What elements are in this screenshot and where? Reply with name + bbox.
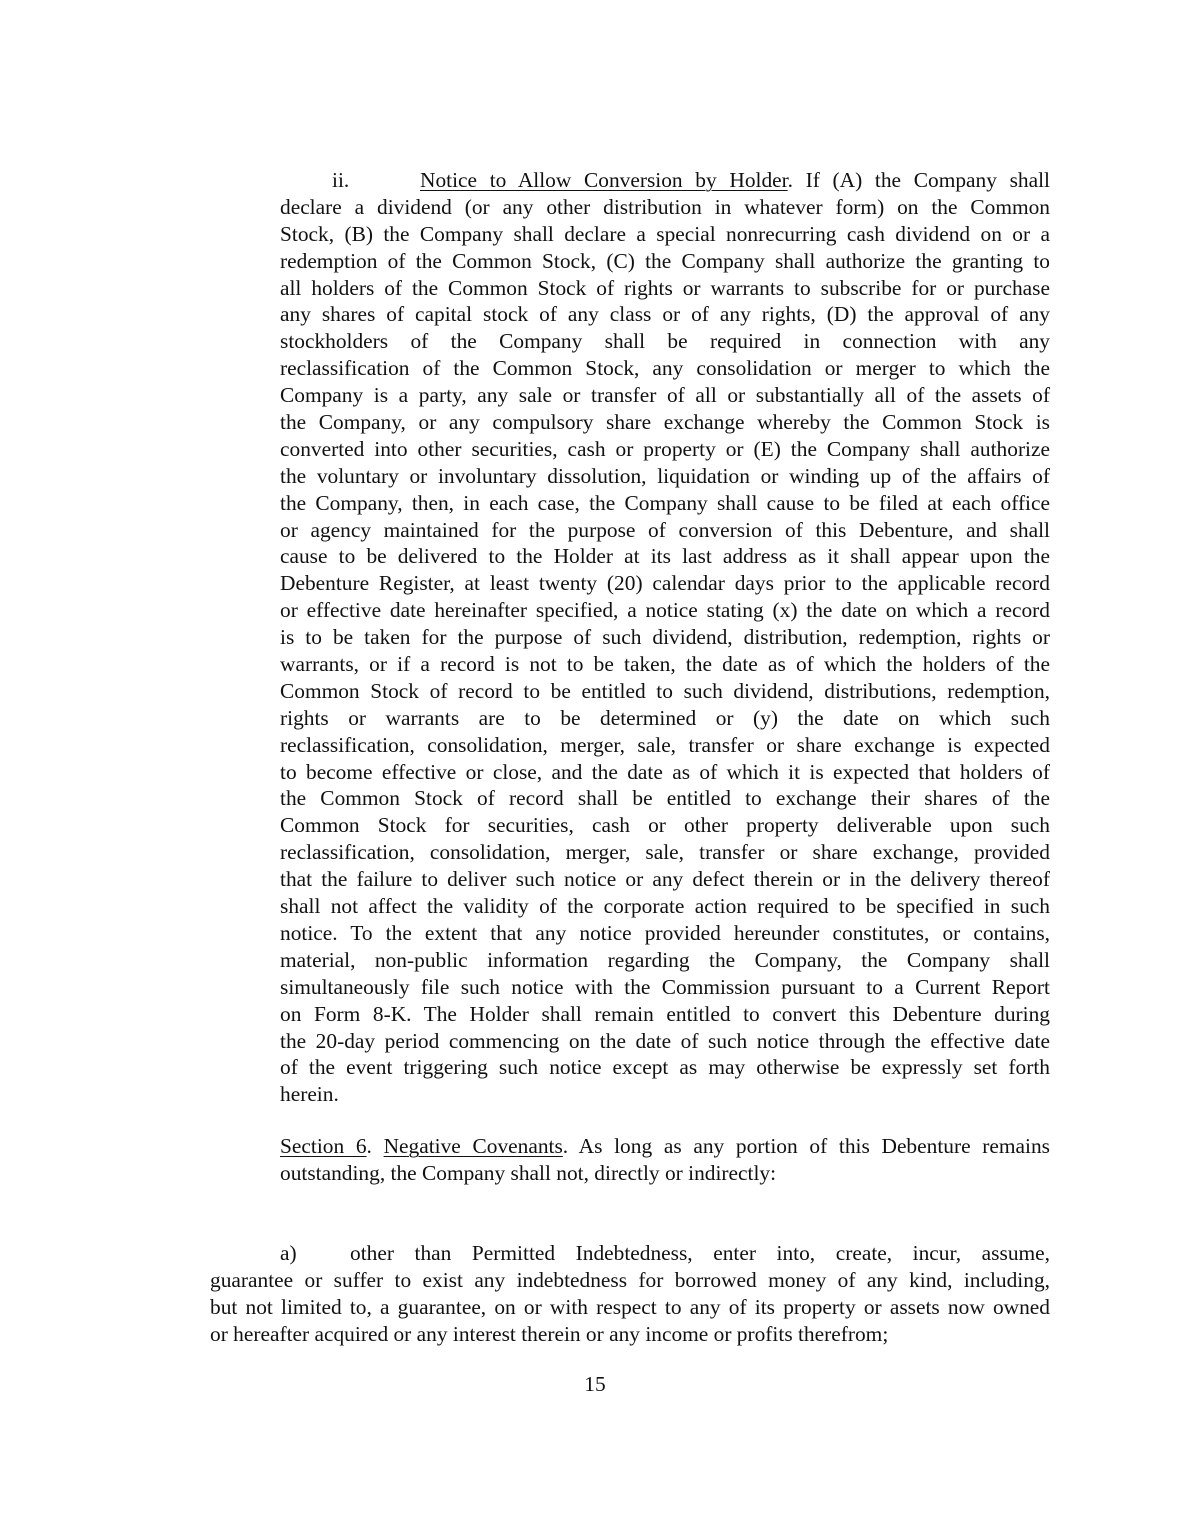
text-line: the Company, then, in each case, the Company shall cause to be filed at each office [280,490,1050,515]
text-line: is to be taken for the purpose of such dividend, distribution, redemption, rights or [280,625,1050,650]
text-line: on Form 8-K. The Holder shall remain entitled to convert this Debenture during [280,1001,1050,1026]
text-line: guarantee or suffer to exist any indebtedness for borrowed money of any kind, including, [210,1267,1050,1292]
section-heading-line [280,1133,1050,1160]
text-line: rights or warrants are to be determined or (y) the date on which such [280,705,1050,730]
text-line: the voluntary or involuntary dissolution, liquidation or winding up of the affairs of [280,463,1050,488]
text-line: or agency maintained for the purpose of conversion of this Debenture, and shall [280,517,1050,542]
text-line: the 20-day period commencing on the date of such notice through the effective date [280,1028,1050,1053]
text-line: herein. [280,1082,339,1107]
section-separator: . [366,1134,384,1158]
text-line: all holders of the Common Stock of rights or warrants to subscribe for or purchase [280,275,1050,300]
page-number: 15 [584,1372,606,1396]
text-line: or effective date hereinafter specified, a notice stating (x) the date on which a record [280,598,1050,623]
item-first-line [210,1240,1050,1267]
text-line: converted into other securities, cash or property or (E) the Company shall authorize [280,436,1050,461]
text-line: any shares of capital stock of any class or of any rights, (D) the approval of any [280,302,1050,327]
text-line: reclassification, consolidation, merger, sale, transfer or share exchange, provided [280,840,1050,865]
text-line: Common Stock for securities, cash or other property deliverable upon such [280,813,1050,838]
text-line: shall not affect the validity of the corporate action required to be specified in such [280,894,1050,919]
section-6-negative-covenants [280,1133,1050,1187]
text-line: material, non-public information regarding the Company, the Company shall [280,947,1050,972]
text-line: Stock, (B) the Company shall declare a special nonrecurring cash dividend on or a [280,221,1050,246]
text-line: redemption of the Common Stock, (C) the Company shall authorize the granting to [280,248,1050,273]
text-line: the Common Stock of record shall be entitled to exchange their shares of the [280,786,1050,811]
paragraph-notice-to-allow-conversion [280,167,1050,1108]
text-line: but not limited to, a guarantee, on or with respect to any of its property or assets now owned [210,1294,1050,1319]
text-line: the Company, or any compulsory share exchange whereby the Common Stock is [280,410,1050,435]
section-heading: Negative Covenants [383,1134,563,1158]
section-heading-rest: . As long as any portion of this Debenture remains [562,1134,1050,1158]
text-line: simultaneously file such notice with the Commission pursuant to a Current Report [280,974,1050,999]
section-label: Section 6 [280,1134,367,1158]
text-line: of the event triggering such notice except as may otherwise be expressly set forth [280,1055,1050,1080]
text-line: that the failure to deliver such notice or any defect therein or in the delivery thereof [280,867,1050,892]
clause-label: ii. [332,168,350,192]
text-line: reclassification, consolidation, merger, sale, transfer or share exchange is expected [280,732,1050,757]
item-label: a) [280,1241,297,1265]
text-line: stockholders of the Company shall be required in connection with any [280,329,1050,354]
text-line: cause to be delivered to the Holder at its last address as it shall appear upon the [280,544,1050,569]
text-line: notice. To the extent that any notice provided hereunder constitutes, or contains, [280,920,1050,945]
text-line: warrants, or if a record is not to be taken, the date as of which the holders of the [280,652,1050,677]
text-line: Company is a party, any sale or transfer of all or substantially all of the assets of [280,383,1050,408]
text-line: reclassification of the Common Stock, any consolidation or merger to which the [280,356,1050,381]
text-line: or hereafter acquired or any interest therein or any income or profits therefrom; [210,1321,889,1346]
text-line: Debenture Register, at least twenty (20) calendar days prior to the applicable record [280,571,1050,596]
text-line: outstanding, the Company shall not, directly or indirectly: [280,1160,777,1185]
text-line: Common Stock of record to be entitled to such dividend, distributions, redemption, [280,678,1050,703]
text-line: declare a dividend (or any other distribution in whatever form) on the Common [280,194,1050,219]
clause-heading-suffix: . If (A) the Company shall [787,168,1050,192]
covenant-item-a [210,1240,1050,1348]
paragraph-first-line [280,167,1050,194]
item-first-text: other than Permitted Indebtedness, enter into, create, incur, assume, [350,1241,1050,1265]
clause-heading: Notice to Allow Conversion by Holder [420,168,788,192]
text-line: to become effective or close, and the date as of which it is expected that holders of [280,759,1050,784]
